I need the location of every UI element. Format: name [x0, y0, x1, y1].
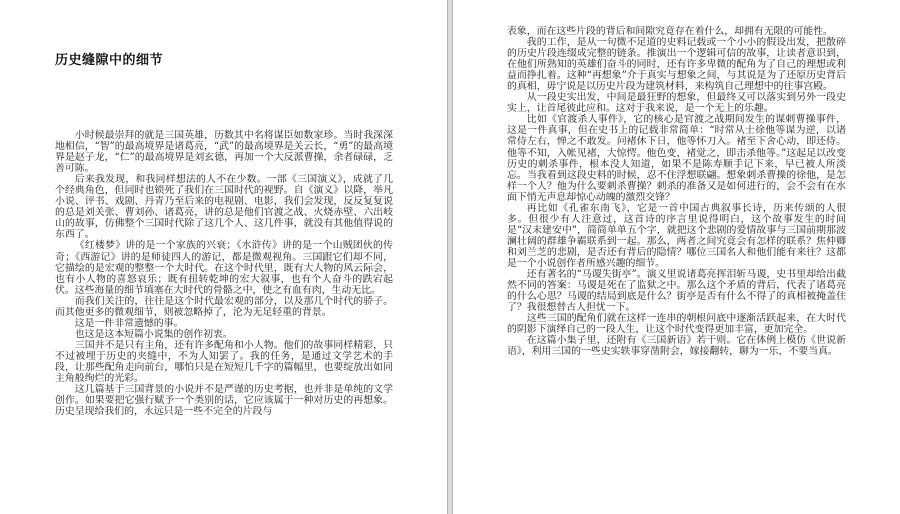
paragraph: 后来我发现，和我同样想法的人不在少数。一部《三国演义》，成就了几个经典角色，但同时也锁死了我们在三国时代的视野。自《演义》以降，举凡小说、评书、戏剧、丹青乃至后来的电视剧、电影，我们会发现，反反复复说的总是刘关张、曹刘孙、诸葛亮，讲的总是他们官渡之战、火烧赤壁、六出岐山的故事，仿佛整个三国时代除了这几个人、这几件事，就没有其他值得说的东西了。: [55, 174, 393, 241]
chapter-title: 历史缝隙中的细节: [55, 53, 164, 68]
paragraph: 还有著名的“马谡失街亭”。演义里说诸葛亮挥泪斩马谡，史书里却给出截然不同的答案：马谡是死在了监狱之中。那么这个矛盾的背后，代表了诸葛亮的什么心思？马谡的结局到底是什么？街亭是否有什么不得了的真相被掩盖住了？我很想替古人担忧一下。: [507, 269, 846, 314]
paragraph: 《红楼梦》讲的是一个家族的兴衰；《水浒传》讲的是一个山贼团伙的传奇；《西游记》讲的是师徒四人的游记，都是微观视角。三国跟它们却不同，它描绘的是宏观的整整一个大时代。在这个时代里，既有大人物的风云际会，也有小人物的喜怒哀乐；既有扭转乾坤的宏大叙事，也有个人奋斗的跌宕起伏。这些海量的细节填塞在大时代的骨骼之中，使之有血有肉，生动无比。: [55, 240, 393, 296]
paragraph: 三国并不是只有主角，还有许多配角和小人物。他们的故事同样精彩，只不过被埋于历史的夹缝中，不为人知罢了。我的任务，是通过文学艺术的手段，让那些配角走向前台，哪怕只是在短短几千字的篇幅里，也要绽放出如同主角般绚烂的光彩。: [55, 339, 393, 385]
paragraph: 这是一件非常遗憾的事。: [74, 317, 184, 329]
paragraph: 也这是这本短篇小说集的创作初衷。: [74, 328, 233, 340]
paragraph: 这几篇基于三国背景的小说并不是严谨的历史考据，也并非是单纯的文学创作。如果要把它强行赋予一个类别的话，它应该属于一种对历史的再想象。历史呈现给我们的，永远只是一些不完全的片段与: [55, 384, 393, 418]
paragraph: 比如《官渡杀人事件》，它的核心是官渡之战期间发生的谋刺曹操事件，这是一件真事，但在史书上的记载非常简单：“时常从士徐他等谋为逆，以诸常侍左右，惮之不敢发。问褚休下日，他等怀刀入。褚至下舍心动，即还侍。他等不知，入帐见褚，大惊愕。他色变，褚觉之，即击杀他等。”这起足以改变历史的刺杀事件，根本没人知道，如果不是陈寿顺手记下来，早已被人所淡忘。当我看到这段史料的时候，忍不住浮想联翩。想象刺杀曹操的徐他，是怎样一个人？他为什么要刺杀曹操？刺杀的准备又是如何进行的，会不会有在水面下悄无声息却惊心动魄的激烈交锋？: [507, 114, 846, 203]
paragraph: 从一段史实出发，中间是最狂野的想象，但最终又可以落实到另外一段史实上，让首尾彼此应和。这对于我来说，是一个无上的乐趣。: [507, 92, 846, 115]
right-page: [453, 0, 900, 514]
left-page-body: [55, 130, 393, 417]
right-page-body: [507, 26, 846, 357]
paragraph: 小时候最崇拜的就是三国英雄，历数其中名将谋臣如数家珍。当时我深深地相信，“智”的最高境界是诸葛亮，“武”的最高境界是关云长，“勇”的最高境界是赵子龙，“仁”的最高境界是刘玄德，再加一个大反派曹操，余者碌碌，乏善可陈。: [55, 130, 393, 175]
paragraph: 在这篇小集子里，还附有《三国新语》若干则。它在体例上模仿《世说新语》，利用三国的一些史实轶事穿凿附会，嫁接翻转，聊为一乐，不要当真。: [507, 335, 846, 358]
paragraph: 我的工作，是从一句微不足道的史料记载或一个小小的假设出发，把散碎的历史片段连缀成完整的链条。推演出一个逻辑可信的故事，让读者意识到，在他们所熟知的英雄们奋斗的同时，还有许多卑微的配角为了自己的理想或利益而挣扎着。这种“再想象”介于真实与想象之间，与其说是为了还原历史背后的真相，毋宁说是以历史片段为建筑材料，来构筑自己理想中的往事宫殿。: [507, 37, 846, 93]
paragraph: 再比如《孔雀东南飞》，它是一首中国古典叙事长诗，历来传颂的人很多。但很少有人注意过，这首诗的序言里说得明白，这个故事发生的时间是“汉末建安中”，简简单单五个字，就把这个悲剧的爱情故事与三国前期那波澜壮阔的群雄争霸联系到一起。那么，两者之间究竟会有怎样的联系？焦仲卿和刘兰芝的悲剧，是否还有背后的隐情？哪位三国名人和他们能有来往？这都是一个小说创作者所感兴趣的细节。: [507, 202, 846, 269]
left-page: [0, 0, 447, 514]
paragraph: 这些三国的配角们就在这样一连串的朝根问底中逐渐活跃起来，在大时代的阴影下演绎自己的一段人生，让这个时代变得更加丰富，更加完全。: [507, 313, 846, 336]
paragraph-continuation: 表象，而在这些片段的背后和间隙究竟存在着什么，却拥有无限的可能性。: [507, 26, 833, 37]
paragraph: 而我们关注的，往往是这个时代最宏观的部分，以及那几个时代的骄子。而其他更多的微观细节，则被忽略掉了，沦为无足轻重的背景。: [55, 295, 393, 318]
